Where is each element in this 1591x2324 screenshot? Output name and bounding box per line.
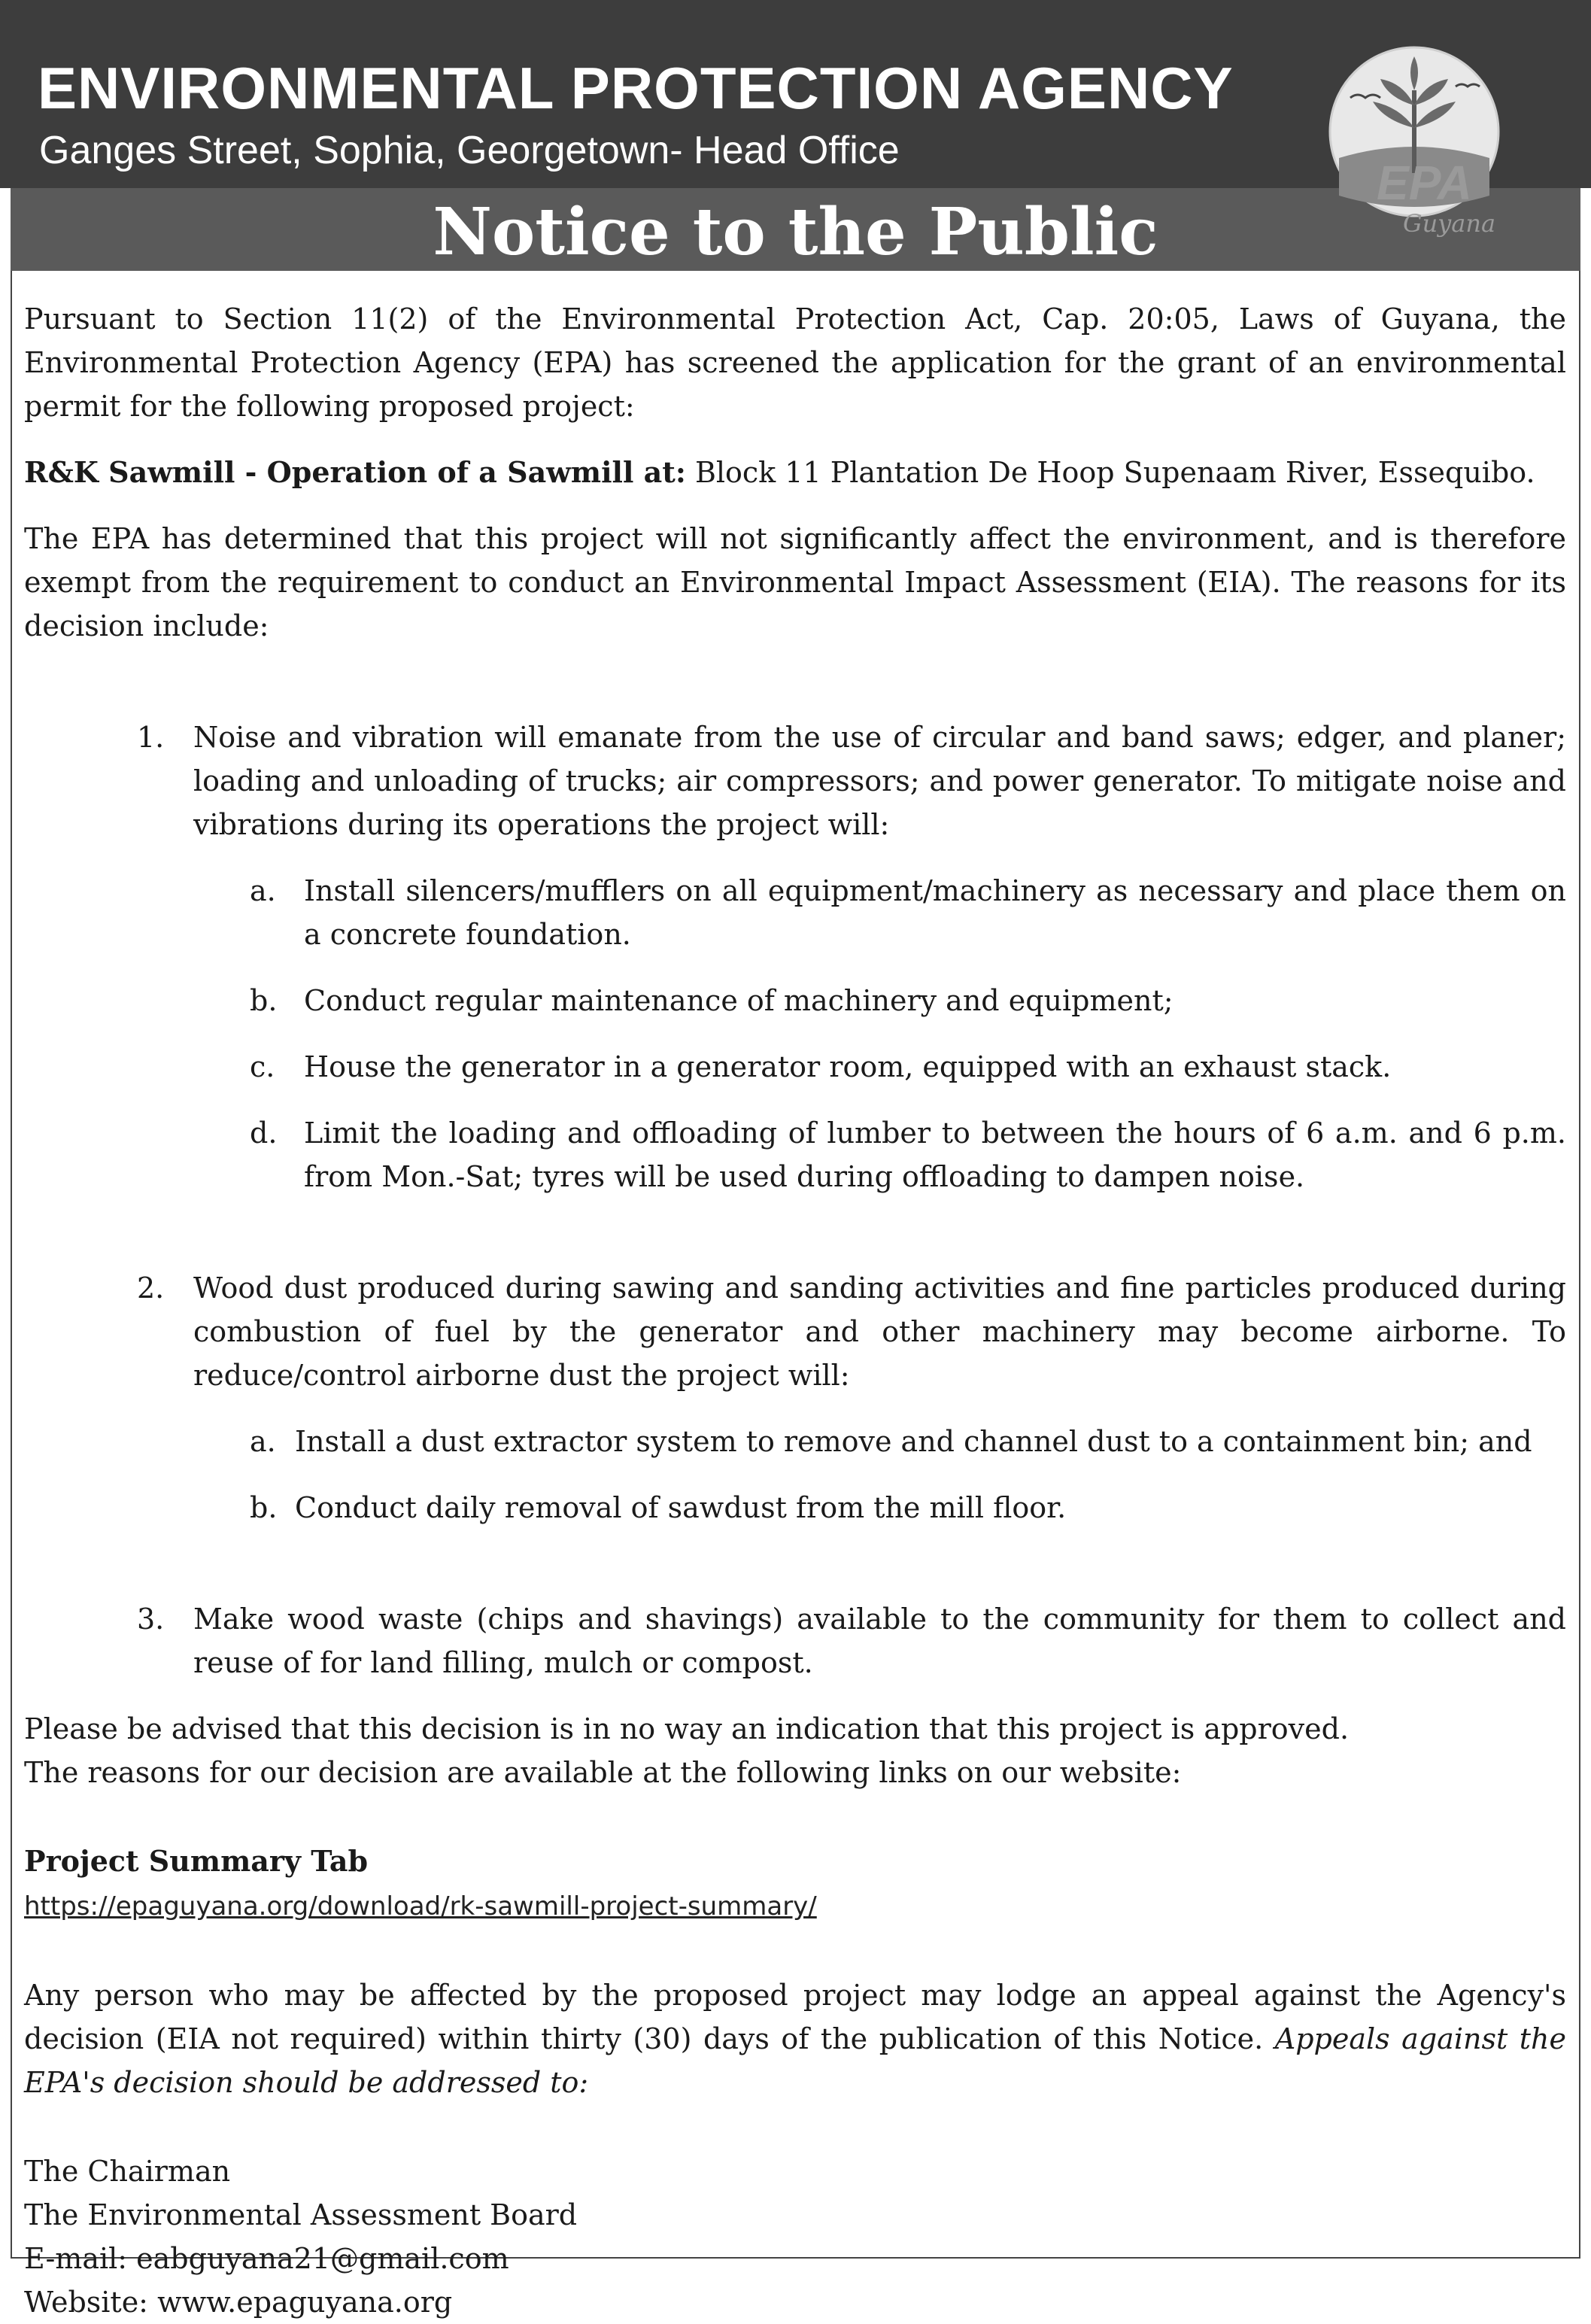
notice-title: Notice to the Public	[433, 194, 1158, 270]
reason-number: 1.	[137, 721, 165, 754]
logo-subtext: Guyana	[1403, 209, 1496, 238]
contact-line: The Environmental Assessment Board	[24, 2198, 578, 2231]
epa-logo	[1316, 45, 1512, 256]
project-summary-link[interactable]: https://epaguyana.org/download/rk-sawmill-project-summary/	[24, 1891, 817, 1921]
reason-number: 2.	[137, 1271, 165, 1305]
intro-paragraph: Pursuant to Section 11(2) of the Environmental Protection Act, Cap. 20:05, Laws of Guyana, the Environmental Protection Agency (EPA) has screened the application for the grant of an environmental permit for the following proposed project:	[24, 302, 1566, 423]
appeal-text: Any person who may be affected by the proposed project may lodge an appeal against the Agency's decision (EIA not required) within thirty (30) days of the publication of this Notice.	[24, 1979, 1566, 2055]
summary-link-line	[24, 1883, 1566, 1928]
advisory-line: The reasons for our decision are available at the following links on our website:	[24, 1756, 1182, 1789]
appeal-paragraph	[24, 1973, 1566, 2104]
sub-letter: b.	[250, 984, 278, 1017]
reason-sub-item	[24, 979, 1566, 1022]
reason-sub-item	[24, 1486, 1566, 1530]
reason-item	[24, 1597, 1566, 1685]
sub-letter: c.	[250, 1050, 275, 1083]
reason-item	[24, 715, 1566, 846]
sub-text: House the generator in a generator room, equipped with an exhaust stack.	[304, 1050, 1392, 1083]
sub-text: Install a dust extractor system to remove and channel dust to a containment bin; and	[295, 1425, 1532, 1458]
determination-paragraph: The EPA has determined that this project will not significantly affect the environment, and is therefore exempt from the requirement to conduct an Environmental Impact Assessment (EIA). The reasons for its decision include:	[24, 522, 1566, 643]
reason-sub-item	[24, 1111, 1566, 1198]
reason-sub-item	[24, 1045, 1566, 1089]
summary-heading: Project Summary Tab	[24, 1844, 369, 1878]
project-line	[24, 451, 1566, 494]
contact-email: E-mail: eabguyana21@gmail.com	[24, 2242, 509, 2275]
agency-address: Ganges Street, Sophia, Georgetown- Head Office	[39, 129, 900, 172]
sub-text: Limit the loading and offloading of lumber to between the hours of 6 a.m. and 6 p.m. from Mon.-Sat; tyres will be used during offloading to dampen noise.	[304, 1116, 1566, 1193]
appeal-italic: Appeals against the EPA's decision should be addressed to:	[24, 2022, 1566, 2099]
reason-text: Noise and vibration will emanate from the use of circular and band saws; edger, and planer; loading and unloading of trucks; air compressors; and power generator. To mitigate noise and vibrations during its operations the project will:	[193, 721, 1566, 841]
agency-name: ENVIRONMENTAL PROTECTION AGENCY	[38, 55, 1234, 121]
sub-letter: b.	[250, 1491, 278, 1524]
reason-sub-item	[24, 1420, 1566, 1463]
sub-letter: a.	[250, 1425, 276, 1458]
sub-letter: a.	[250, 874, 276, 907]
logo-text: EPA	[1377, 156, 1472, 210]
reason-text: Wood dust produced during sawing and sanding activities and fine particles produced during combustion of fuel by the generator and other machinery may become airborne. To reduce/control airborne dust the project will:	[193, 1271, 1566, 1392]
sub-letter: d.	[250, 1116, 278, 1150]
project-location: Block 11 Plantation De Hoop Supenaam River, Essequibo.	[685, 456, 1535, 489]
reason-sub-item	[24, 869, 1566, 956]
contact-website: Website: www.epaguyana.org	[24, 2286, 453, 2319]
sub-text: Conduct daily removal of sawdust from the mill floor.	[295, 1491, 1067, 1524]
project-label: R&K Sawmill - Operation of a Sawmill at:	[24, 455, 686, 489]
contact-line: The Chairman	[24, 2155, 231, 2188]
sub-text: Install silencers/mufflers on all equipment/machinery as necessary and place them on a concrete foundation.	[304, 874, 1566, 951]
notice-body	[24, 297, 1566, 2324]
reason-number: 3.	[137, 1602, 165, 1636]
sub-text: Conduct regular maintenance of machinery and equipment;	[304, 984, 1174, 1017]
advisory-line: Please be advised that this decision is in no way an indication that this project is approved.	[24, 1712, 1350, 1745]
reason-text: Make wood waste (chips and shavings) available to the community for them to collect and reuse of for land filling, mulch or compost.	[193, 1602, 1566, 1679]
reason-item	[24, 1266, 1566, 1397]
